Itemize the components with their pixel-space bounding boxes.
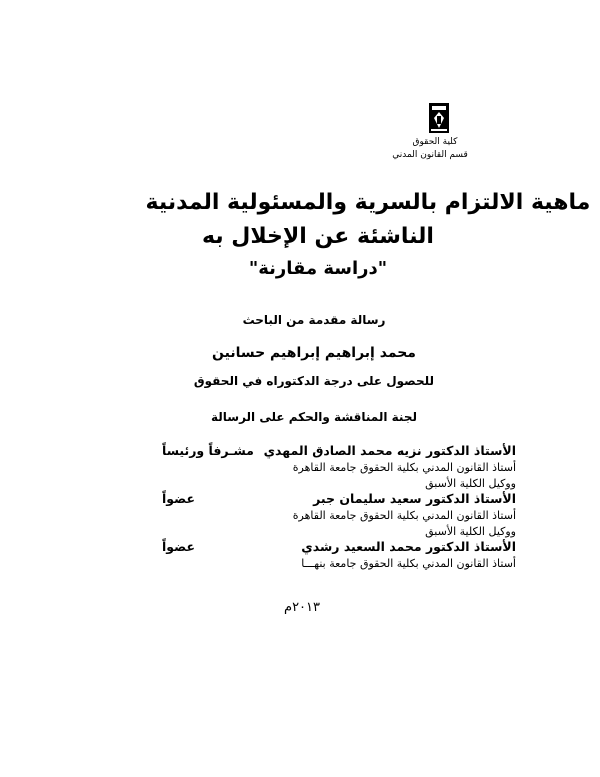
- committee-member-2-desc-2: ووكيل الكلية الأسبق: [425, 525, 516, 538]
- committee-heading: لجنة المناقشة والحكم على الرسالة: [211, 410, 417, 424]
- thesis-subtitle: "دراسة مقارنة": [248, 258, 388, 279]
- committee-member-1-role: مشـرفاً ورئيساً: [162, 443, 254, 458]
- department-name: قسم القانون المدني: [392, 150, 468, 160]
- thesis-title-line-1: ماهية الالتزام بالسرية والمسئولية المدنية: [145, 190, 591, 215]
- committee-member-1-desc-2: ووكيل الكلية الأسبق: [425, 477, 516, 490]
- committee-member-1-name: الأستاذ الدكتور نزيه محمد الصادق المهدي: [263, 443, 516, 458]
- thesis-date: ٢٠١٣م: [284, 600, 320, 615]
- committee-member-2-name: الأستاذ الدكتور سعيد سليمان جبر: [313, 491, 516, 506]
- university-logo-icon: [428, 102, 450, 134]
- degree-statement: للحصول على درجة الدكتوراه في الحقوق: [193, 374, 435, 388]
- faculty-name: كلية الحقوق: [412, 137, 458, 147]
- committee-member-3-name: الأستاذ الدكتور محمد السعيد رشدي: [301, 539, 516, 554]
- researcher-name: محمد إبراهيم إبراهيم حسانين: [212, 345, 416, 361]
- committee-member-3-role: عضواً: [162, 539, 195, 554]
- thesis-title-line-2: الناشئة عن الإخلال به: [202, 224, 434, 249]
- committee-member-2-role: عضواً: [162, 491, 195, 506]
- submitted-by-label: رسالة مقدمة من الباحث: [242, 313, 386, 327]
- committee-member-2-desc-1: أستاذ القانون المدني بكلية الحقوق جامعة القاهرة: [292, 509, 516, 522]
- committee-member-3-desc-1: أستاذ القانون المدني بكلية الحقوق جامعة بنهـــا: [301, 557, 516, 570]
- committee-member-1-desc-1: أستاذ القانون المدني بكلية الحقوق جامعة القاهرة: [292, 461, 516, 474]
